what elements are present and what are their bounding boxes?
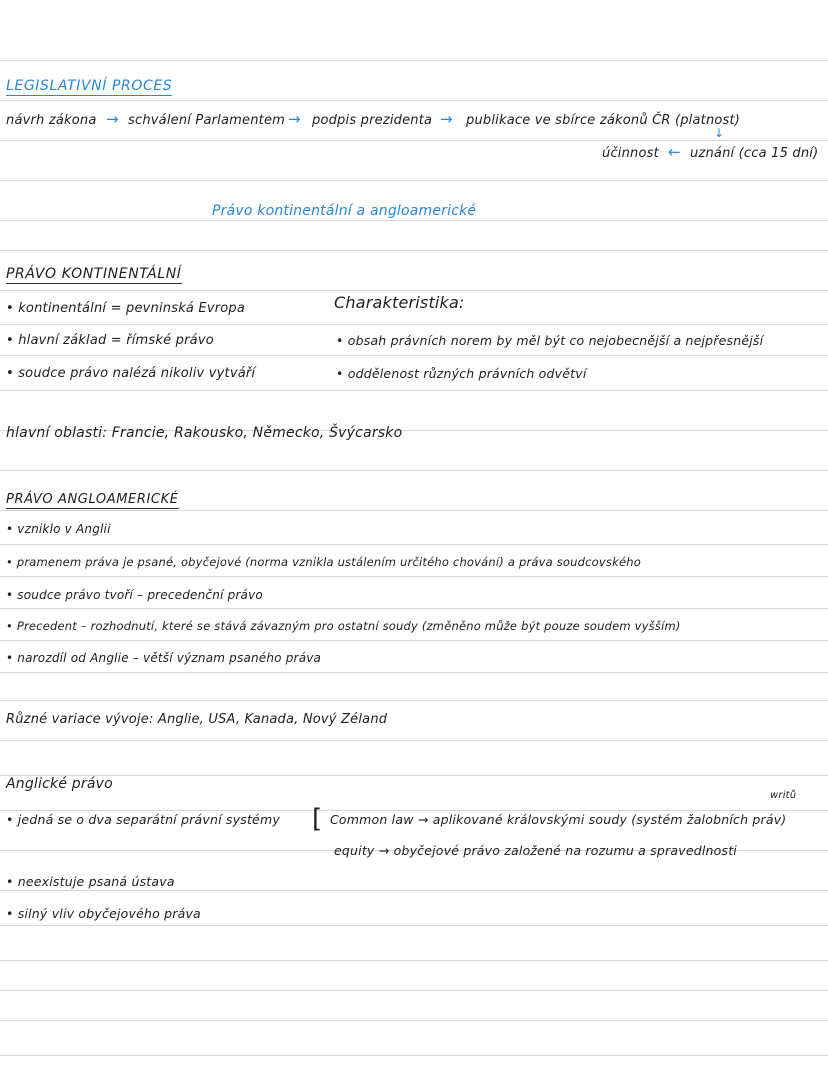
rule-line [0,355,828,356]
continental-bullet: • soudce právo nalézá nikoliv vytváří [6,366,256,381]
continental-bullet-text: hlavní základ = římské právo [18,333,214,348]
characteristics-title: Charakteristika: [334,293,465,312]
angloamerican-bullet-text: narozdíl od Anglie – větší význam psaného práva [17,651,322,665]
angloamerican-bullet: • soudce právo tvoří – precedenční právo [6,588,263,602]
rule-line [0,290,828,291]
angloamerican-bullet: • pramenem práva je psané, obyčejové (norma vznikla ustálením určitého chování) a práva soudcovského [6,555,641,569]
rule-line [0,180,828,181]
arrow-right-icon: → [288,110,301,128]
legislative-step-approval: schválení Parlamentem [128,113,286,128]
arrow-right-icon: → [106,110,119,128]
rule-line [0,700,828,701]
angloamerican-bullet-text: pramenem práva je psané, obyčejové (norma vznikla ustálením určitého chování) a práva soudcovského [16,555,641,569]
rule-line [0,1055,828,1056]
legislative-title: LEGISLATIVNÍ PROCES [6,78,173,94]
rule-line [0,220,828,221]
english-law-title: Anglické právo [6,776,113,792]
characteristics-bullet: • oddělenost různých právních odvětví [336,366,587,381]
angloamerican-bullet: • narozdíl od Anglie – větší význam psaného práva [6,651,322,665]
rule-line [0,250,828,251]
angloamerican-bullet-text: Precedent – rozhodnutí, které se stává závazným pro ostatní soudy (změněno může být pouze soudem vyšším) [16,619,681,633]
rule-line [0,775,828,776]
arrow-right-icon: → [378,843,390,858]
section-heading: Právo kontinentální a angloamerické [212,203,477,219]
rule-line [0,672,828,673]
angloamerican-variants: Různé variace vývoje: Anglie, USA, Kanada, Nový Zéland [6,712,388,727]
common-law-label: Common law [330,812,414,827]
english-bullet: • neexistuje psaná ústava [6,874,175,889]
equity-label: equity [334,843,375,858]
rule-line [0,740,828,741]
angloamerican-bullet: • Precedent – rozhodnutí, které se stává závazným pro ostatní soudy (změněno může být pouze soudem vyšším) [6,619,681,633]
characteristics-bullet-text: obsah právních norem by měl být co nejobecnější a nejpřesnější [347,333,764,348]
common-law-desc: aplikované královskými soudy (systém žalobních práv) [432,812,787,827]
rule-line [0,960,828,961]
continental-areas: hlavní oblasti: Francie, Rakousko, Německo, Švýcarsko [6,425,403,441]
equity-desc: obyčejové právo založené na rozumu a spravedlnosti [393,843,737,858]
english-systems-intro-text: jedná se o dva separátní právní systémy [17,812,280,827]
rule-line [0,576,828,577]
common-law-line [330,812,786,827]
arrow-down-icon: ↓ [714,126,725,140]
english-systems-intro: • jedná se o dva separátní právní systémy [6,812,280,827]
characteristics-bullet-text: oddělenost různých právních odvětví [347,366,587,381]
rule-line [0,1020,828,1021]
angloamerican-title: PRÁVO ANGLOAMERICKÉ [6,492,179,507]
writs-note: writů [770,790,797,801]
arrow-left-icon: ← [668,143,681,161]
legislative-step-draft: návrh zákona [6,113,97,128]
rule-line [0,810,828,811]
brace-icon: [ [312,804,323,834]
rule-line [0,608,828,609]
legislative-step-publication: publikace ve sbírce zákonů ČR (platnost) [466,113,741,128]
rule-line [0,390,828,391]
english-bullet-text: neexistuje psaná ústava [17,874,175,889]
continental-bullet: • kontinentální = pevninská Evropa [6,301,246,316]
arrow-right-icon: → [440,110,453,128]
rule-line [0,470,828,471]
rule-line [0,640,828,641]
rule-line [0,510,828,511]
rule-line [0,990,828,991]
angloamerican-bullet: • vzniklo v Anglii [6,522,111,536]
english-bullet-text: silný vliv obyčejového práva [17,906,201,921]
legislative-step-effect: účinnost [602,146,659,161]
english-bullet: • silný vliv obyčejového práva [6,906,201,921]
characteristics-bullet: • obsah právních norem by měl být co nejobecnější a nejpřesnější [336,333,764,348]
equity-line [334,843,737,858]
rule-line [0,324,828,325]
continental-bullet-text: soudce právo nalézá nikoliv vytváří [18,366,256,381]
rule-line [0,925,828,926]
rule-line [0,140,828,141]
rule-line [0,544,828,545]
continental-bullet-text: kontinentální = pevninská Evropa [18,301,246,316]
arrow-right-icon: → [417,812,429,827]
legislative-step-recognition: uznání (cca 15 dní) [690,146,819,161]
rule-line [0,100,828,101]
angloamerican-bullet-text: soudce právo tvoří – precedenční právo [17,588,263,602]
legislative-step-signature: podpis prezidenta [312,113,433,128]
rule-line [0,890,828,891]
continental-title: PRÁVO KONTINENTÁLNÍ [6,266,182,282]
rule-line [0,60,828,61]
angloamerican-bullet-text: vzniklo v Anglii [17,522,111,536]
continental-bullet: • hlavní základ = římské právo [6,333,214,348]
